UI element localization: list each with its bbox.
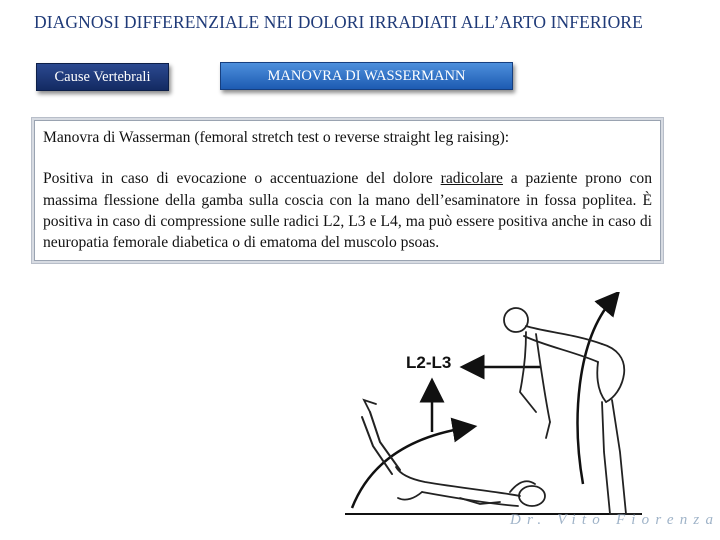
description-box xyxy=(34,120,661,261)
radicolare-link-text: radicolare xyxy=(440,170,503,188)
intro-text: Manovra di Wasserman (femoral stretch test o reverse straight leg raising): xyxy=(43,129,510,146)
manovra-wassermann-button[interactable]: MANOVRA DI WASSERMANN xyxy=(220,62,513,90)
curved-arrow-icon xyxy=(578,300,612,484)
body-text-start: Positiva in caso di evocazione o accentuazione del dolore xyxy=(43,170,441,188)
patient-figure xyxy=(362,400,545,506)
examiner-figure xyxy=(504,308,640,514)
body-text-end: a paziente prono con massima flessione della gamba sulla coscia con la mano dell’esaminatore in fossa poplitea. È positiva in caso di compressione sulle radici L2, L3 e L4, ma può essere positiva anche in caso di neuropatia femorale diabetica o di ematoma del muscolo psoas. xyxy=(43,170,652,252)
wasserman-test-illustration xyxy=(340,292,650,522)
cause-vertebrali-button[interactable]: Cause Vertebrali xyxy=(36,63,169,91)
body-text xyxy=(43,168,652,253)
page-title: DIAGNOSI DIFFERENZIALE NEI DOLORI IRRADIATI ALL’ARTO INFERIORE xyxy=(34,12,643,32)
author-watermark: Dr. Vito Fiorenza xyxy=(510,512,720,528)
level-label: L2-L3 xyxy=(406,353,452,372)
